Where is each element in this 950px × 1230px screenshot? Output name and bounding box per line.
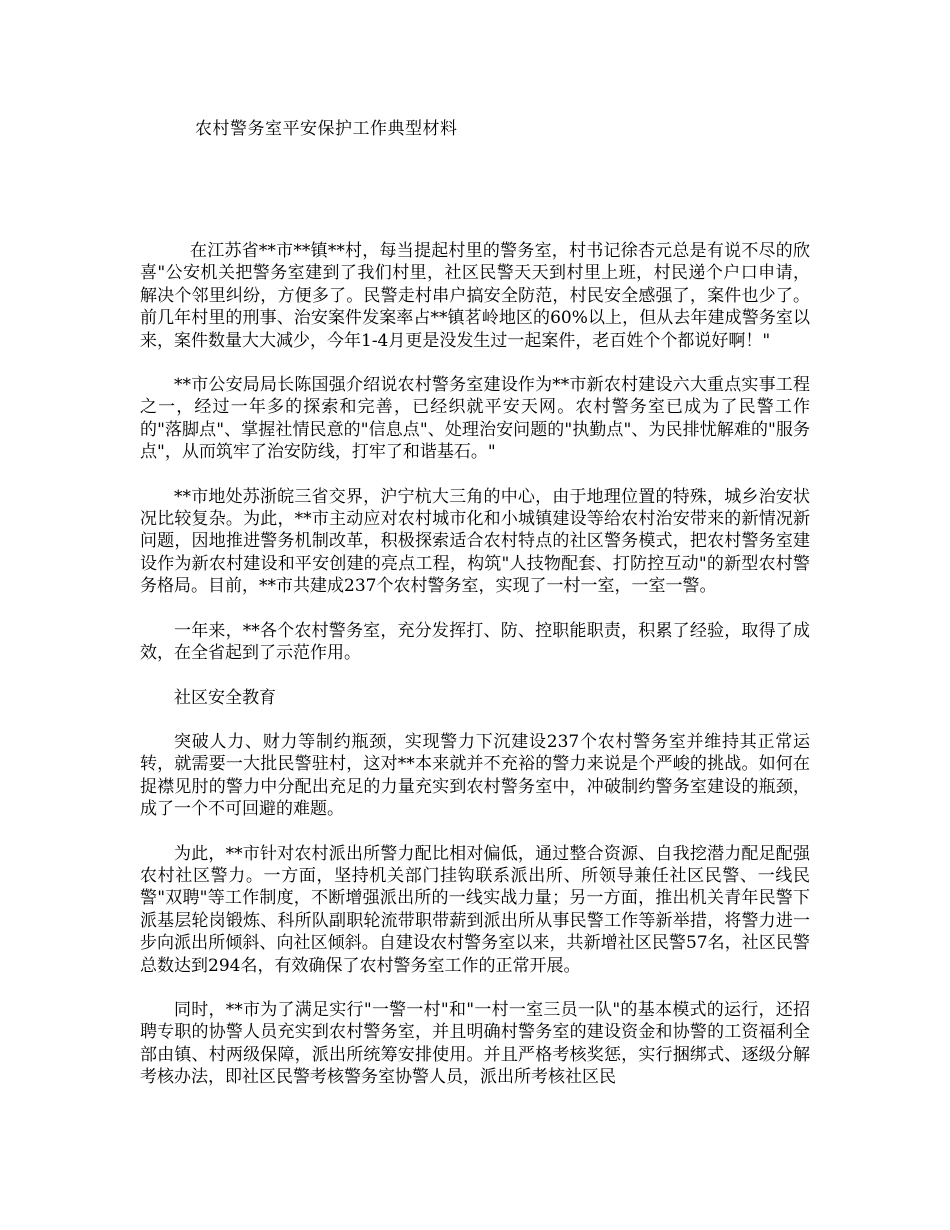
paragraph: 在江苏省**市**镇**村，每当提起村里的警务室，村书记徐杏元总是有说不尽的欣喜"公安机关把警务室建到了我们村里，社区民警天天到村里上班，村民递个户口申请，解决个邻里纠纷，方便多了。民警走村串户搞安全防范，村民安全感强了，案件也少了。前几年村里的刑事、治安案件发案率占**镇茗岭地区的60%以上，但从去年建成警务室以来，案件数量大大减少，今年1-4月更是没发生过一起案件，老百姓个个都说好啊！" bbox=[140, 241, 810, 351]
paragraph: **市地处苏浙皖三省交界，沪宁杭大三角的中心，由于地理位置的特殊，城乡治安状况比较复杂。为此，**市主动应对农村城市化和小城镇建设等给农村治安带来的新情况新问题，因地推进警务机制改革，积极探索适合农村特点的社区警务模式，把农村警务室建设作为新农村建设和平安创建的亮点工程，构筑"人技物配套、打防控互动"的新型农村警务格局。目前，**市共建成237个农村警务室，实现了一村一室，一室一警。 bbox=[140, 486, 810, 597]
document-title: 农村警务室平安保护工作典型材料 bbox=[195, 119, 458, 139]
paragraph: 突破人力、财力等制约瓶颈，实现警力下沉建设237个农村警务室并维持其正常运转，就需要一大批民警驻村，这对**本来就并不充裕的警力来说是个严峻的挑战。如何在捉襟见肘的警力中分配出充足的力量充实到农村警务室中，冲破制约警务室建设的瓶颈，成了一个不可回避的难题。 bbox=[140, 731, 810, 820]
paragraph: 同时，**市为了满足实行"一警一村"和"一村一室三员一队"的基本模式的运行，还招聘专职的协警人员充实到农村警务室，并且明确村警务室的建设资金和协警的工资福利全部由镇、村两级保障，派出所统筹安排使用。并且严格考核奖惩，实行捆绑式、逐级分解考核办法，即社区民警考核警务室协警人员，派出所考核社区民 bbox=[140, 999, 810, 1088]
paragraph: **市公安局局长陈国强介绍说农村警务室建设作为**市新农村建设六大重点实事工程之一，经过一年多的探索和完善，已经织就平安天网。农村警务室已成为了民警工作的"落脚点"、掌握社情民意的"信息点"、处理治安问题的"执勤点"、为民排忧解难的"服务点"，从而筑牢了治安防线，打牢了和谐基石。" bbox=[140, 375, 810, 463]
paragraph: 一年来，**各个农村警务室，充分发挥打、防、控职能职责，积累了经验，取得了成效，在全省起到了示范作用。 bbox=[140, 620, 810, 664]
section-heading: 社区安全教育 bbox=[174, 687, 276, 708]
paragraph: 为此，**市针对农村派出所警力配比相对偏低，通过整合资源、自我挖潜力配足配强农村社区警力。一方面，坚持机关部门挂钩联系派出所、所领导兼任社区民警、一线民警"双聘"等工作制度，不断增强派出所的一线实战力量；另一方面，推出机关青年民警下派基层轮岗锻炼、科所队副职轮流带职带薪到派出所从事民警工作等新举措，将警力进一步向派出所倾斜、向社区倾斜。自建设农村警务室以来，共新增社区民警57名，社区民警总数达到294名，有效确保了农村警务室工作的正常开展。 bbox=[140, 843, 810, 976]
document-body bbox=[140, 240, 810, 1111]
